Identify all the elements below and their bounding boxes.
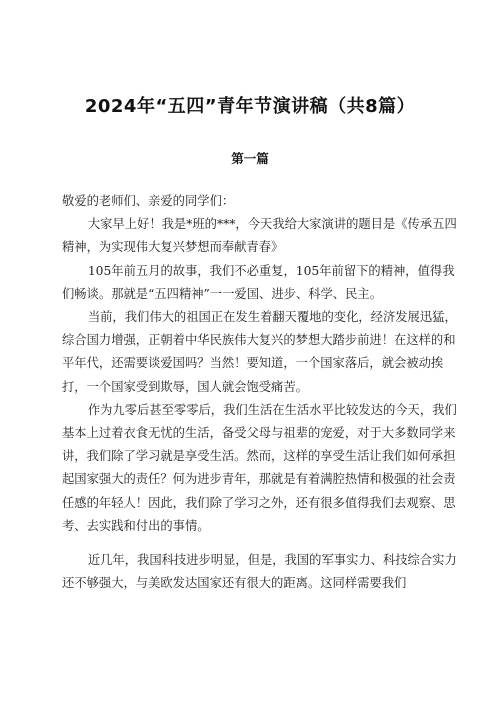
paragraph: 当前，我们伟大的祖国正在发生着翻天覆地的变化，经济发展迅猛，综合国力增强，正朝着中华民族伟大复兴的梦想大踏步前进！在这样的和平年代，还需要谈爱国吗？当然！要知道，一个国家落后，就会被动挨打，一个国家受到欺辱，国人就会饱受痛苦。 bbox=[62, 310, 457, 394]
paragraph: 作为九零后甚至零零后，我们生活在生活水平比较发达的今天，我们基本上过着衣食无忧的生活，备受父母与祖辈的宠爱，对于大多数同学来讲，我们除了学习就是享受生活。然而，这样的享受生活让我们如何承担起国家强大的责任？何为进步青年，那就是有着满腔热情和极强的社会责任感的年轻人！因此，我们除了学习之外，还有很多值得我们去观察、思考、去实践和付出的事情。 bbox=[62, 402, 457, 533]
document-title: 2024年“五四”青年节演讲稿（共8篇） bbox=[84, 96, 416, 117]
paragraph: 105年前五月的故事，我们不必重复，105年前留下的精神，值得我们畅谈。那就是“五四精神”一一爱国、进步、科学、民主。 bbox=[62, 263, 455, 301]
section-heading: 第一篇 bbox=[231, 151, 269, 166]
paragraph: 近几年，我国科技进步明显，但是，我国的军事实力、科技综合实力还不够强大，与美欧发达国家还有很大的距离。这同样需要我们 bbox=[62, 553, 457, 591]
greeting-line: 敬爱的老师们、亲爱的同学们： bbox=[62, 194, 235, 208]
document-body bbox=[62, 190, 457, 595]
paragraph: 大家早上好！我是*班的***，今天我给大家演讲的题目是《传承五四精神，为实现伟大复兴梦想而奉献青春》 bbox=[62, 217, 457, 255]
